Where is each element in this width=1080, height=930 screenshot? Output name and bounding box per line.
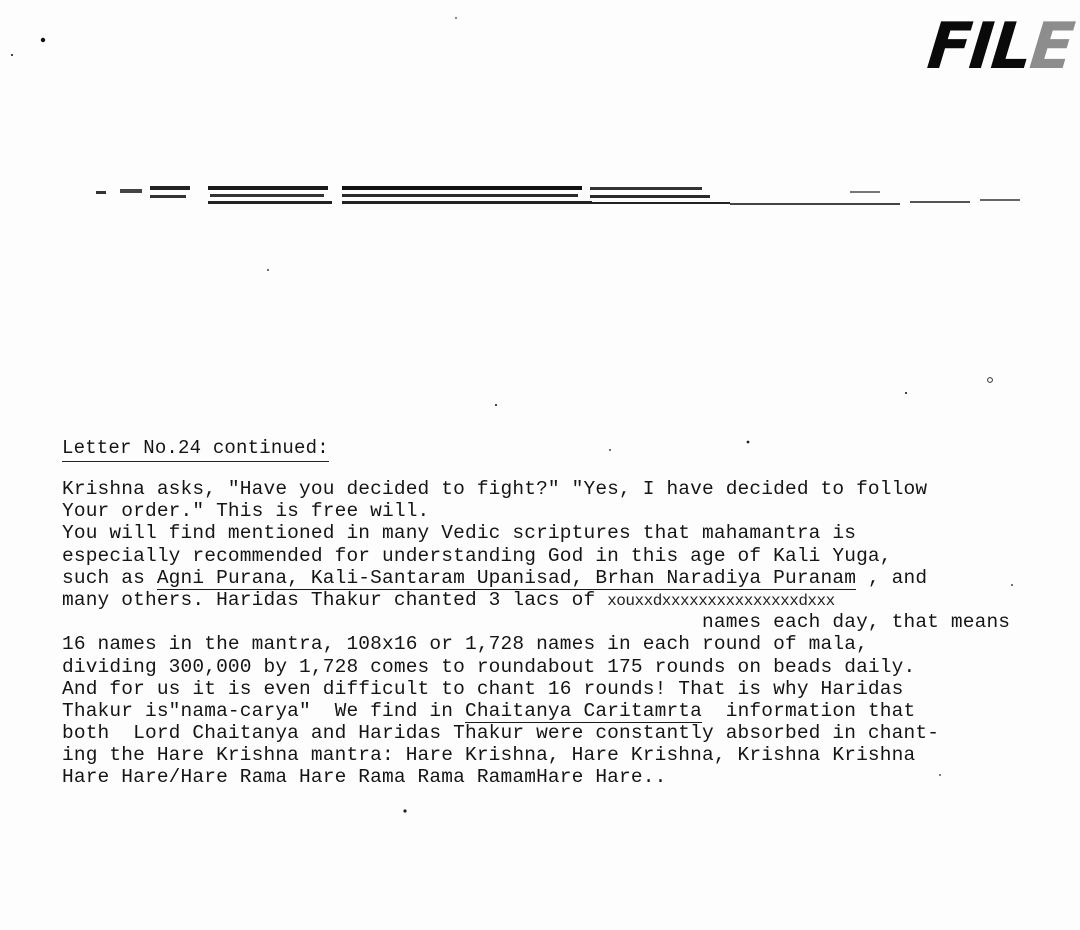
letter-body <box>62 478 1062 789</box>
body-line-2: Your order." This is free will. <box>62 500 430 523</box>
body-line-11 <box>62 700 1062 722</box>
body-line-9: dividing 300,000 by 1,728 comes to roundabout 175 rounds on beads daily. <box>62 655 916 678</box>
body-line-5-tail: , and <box>856 566 928 589</box>
letter-heading: Letter No.24 continued: <box>62 436 329 462</box>
redacted-line <box>90 183 1030 213</box>
body-line-11-lead: Thakur is"nama-carya" We find in <box>62 699 465 722</box>
body-line-1: Krishna asks, "Have you decided to fight?" "Yes, I have decided to follow <box>62 478 928 500</box>
typed-over-text: xouxxdxxxxxxxxxxxxxxxdxxx <box>607 591 835 610</box>
body-line-14: Hare Hare/Hare Rama Hare Rama Rama RamamHare Hare.. <box>62 766 667 789</box>
scripture-titles-underlined: Agni Purana, Kali-Santaram Upanisad, Brhan Naradiya Puranam <box>156 566 857 589</box>
body-line-12: both Lord Chaitanya and Haridas Thakur were constantly absorbed in chant- <box>62 722 940 745</box>
file-stamp: FILE <box>924 10 1076 84</box>
body-line-3: You will find mentioned in many Vedic scriptures that mahamantra is <box>62 522 857 545</box>
body-line-7: names each day, that means <box>702 611 1011 634</box>
body-line-13: ing the Hare Krishna mantra: Hare Krishna, Hare Krishna, Krishna Krishna <box>62 744 916 767</box>
body-line-5 <box>62 567 1062 589</box>
body-line-8: 16 names in the mantra, 108x16 or 1,728 names in each round of mala, <box>62 633 868 656</box>
body-line-11-tail: information that <box>702 699 916 722</box>
body-line-10: And for us it is even difficult to chant 16 rounds! That is why Haridas <box>62 677 904 700</box>
body-line-4: especially recommended for understanding God in this age of Kali Yuga, <box>62 544 892 567</box>
chaitanya-caritamrta-underlined: Chaitanya Caritamrta <box>464 699 703 722</box>
body-line-6 <box>62 589 1062 611</box>
body-line-6-lead: many others. Haridas Thakur chanted 3 lacs of <box>62 588 608 611</box>
body-line-5-lead: such as <box>62 566 157 589</box>
